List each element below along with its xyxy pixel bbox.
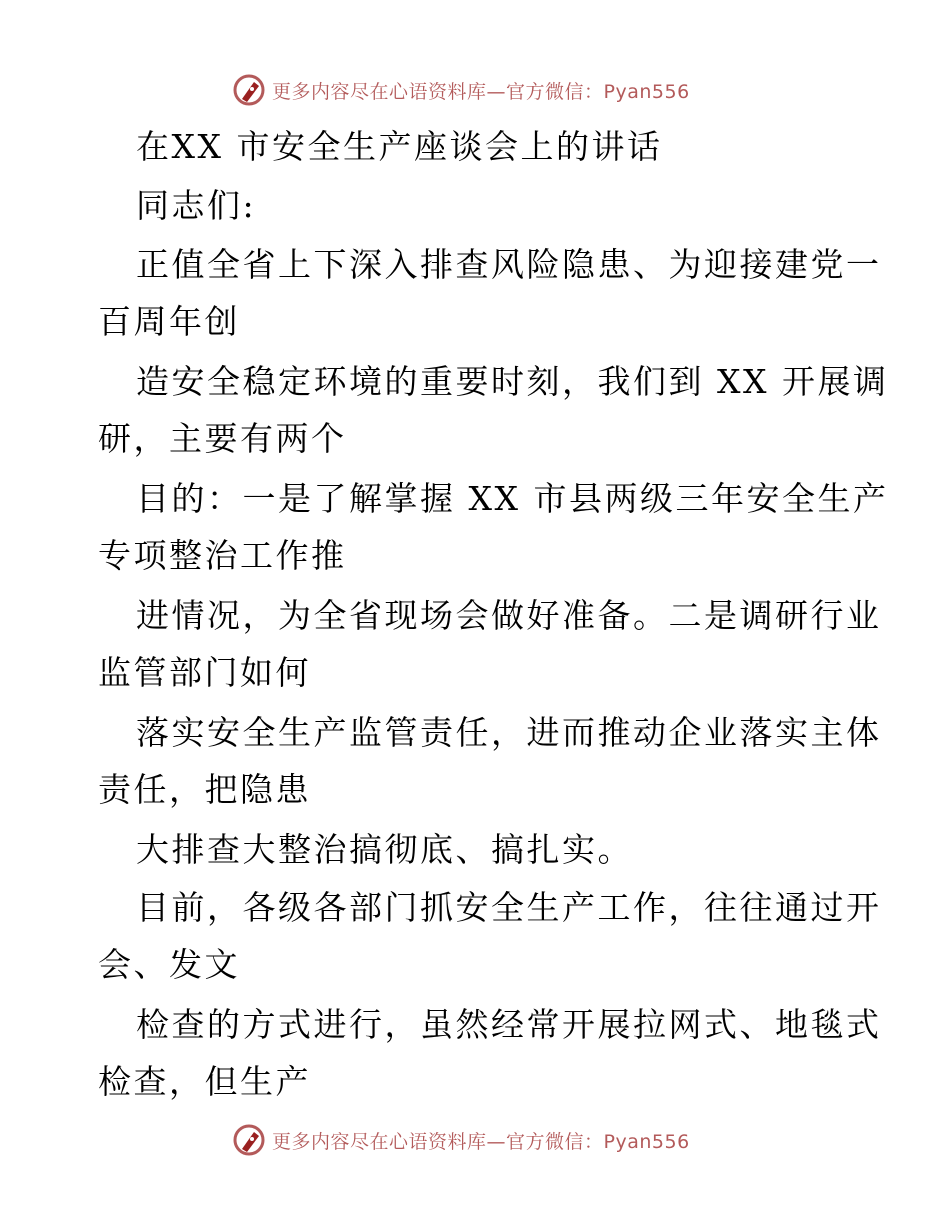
text-line: 目前，各级各部门抓安全生产工作，往往通过开	[136, 888, 882, 927]
text-line: 检查，但生产	[98, 1062, 311, 1101]
header-watermark	[232, 72, 690, 108]
text-line: 检查的方式进行，虽然经常开展拉网式、地毯式	[136, 1005, 882, 1044]
text-line: 目的：一是了解掌握 XX 市县两级三年安全生产	[136, 479, 889, 518]
text-line: 造安全稳定环境的重要时刻，我们到 XX 开展调	[136, 362, 889, 401]
text-line: 研，主要有两个	[98, 419, 347, 458]
text-line: 监管部门如何	[98, 653, 311, 692]
pen-nib-logo-icon	[232, 1123, 266, 1157]
watermark-text: 更多内容尽在心语资料库—官方微信：Pyan556	[272, 80, 690, 103]
document-title: 在XX 市安全生产座谈会上的讲话	[136, 127, 663, 166]
text-line: 落实安全生产监管责任，进而推动企业落实主体	[136, 713, 882, 752]
text-line: 专项整治工作推	[98, 536, 347, 575]
salutation: 同志们:	[136, 186, 257, 225]
watermark-text: 更多内容尽在心语资料库—官方微信：Pyan556	[272, 1130, 690, 1153]
text-line: 进情况，为全省现场会做好准备。二是调研行业	[136, 596, 882, 635]
text-line: 百周年创	[98, 302, 240, 341]
text-line: 会、发文	[98, 945, 240, 984]
text-line: 责任，把隐患	[98, 770, 311, 809]
pen-nib-logo-icon	[232, 73, 266, 107]
text-line: 大排查大整治搞彻底、搞扎实。	[136, 830, 633, 869]
footer-watermark	[232, 1122, 690, 1158]
text-line: 正值全省上下深入排查风险隐患、为迎接建党一	[136, 245, 882, 284]
